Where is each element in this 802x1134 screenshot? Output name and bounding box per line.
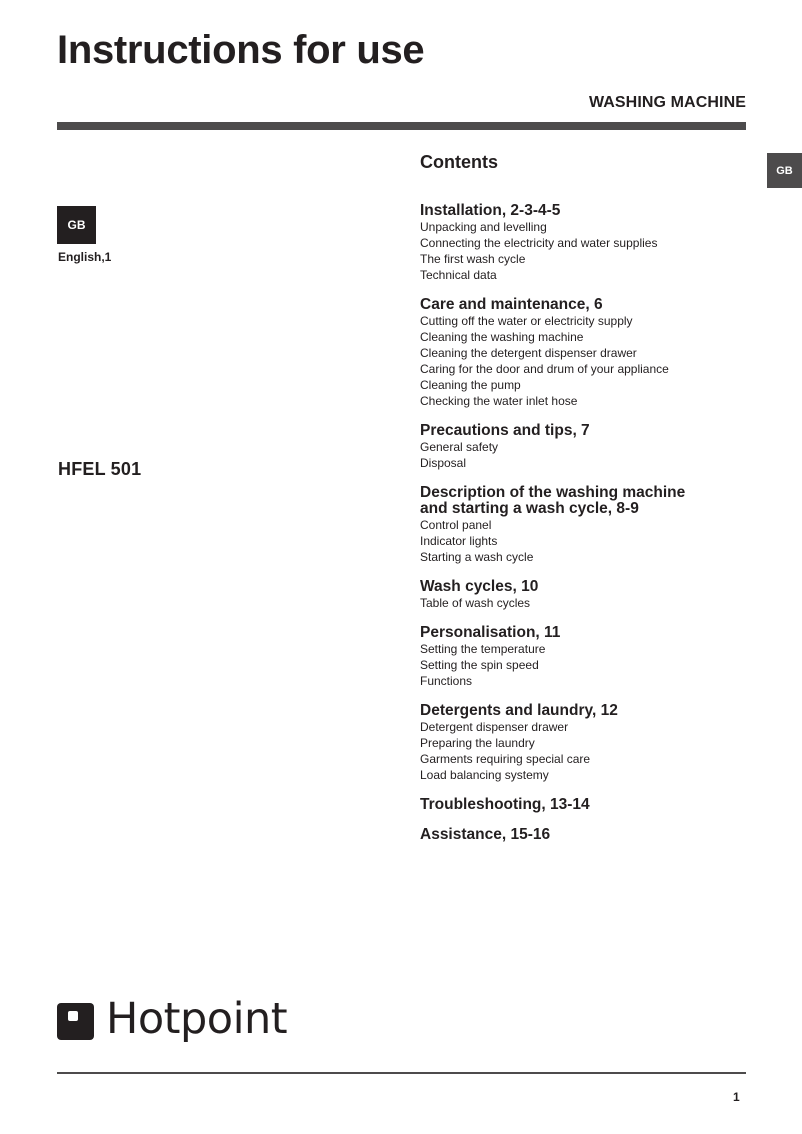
toc-item: Garments requiring special care xyxy=(420,752,591,766)
toc-heading: and starting a wash cycle, 8-9 xyxy=(420,500,639,517)
toc-heading: Installation, 2-3-4-5 xyxy=(420,202,561,219)
toc-item: The first wash cycle xyxy=(420,252,526,266)
toc-heading: Precautions and tips, 7 xyxy=(420,422,590,439)
header-divider xyxy=(57,122,746,130)
model-number: HFEL 501 xyxy=(58,459,142,479)
toc-item: Load balancing systemy xyxy=(420,768,549,782)
toc-item: Table of wash cycles xyxy=(420,596,531,610)
hotpoint-logo-icon xyxy=(57,1003,94,1040)
page-number: 1 xyxy=(733,1090,740,1104)
toc-heading: Description of the washing machine xyxy=(420,484,686,501)
toc-item: Checking the water inlet hose xyxy=(420,394,578,408)
toc-item: Cleaning the detergent dispenser drawer xyxy=(420,346,637,360)
toc-section-troubleshooting xyxy=(420,797,750,813)
toc-section-personalisation xyxy=(420,625,750,689)
product-type: WASHING MACHINE xyxy=(588,94,746,111)
toc-item: Setting the temperature xyxy=(420,642,546,656)
toc-heading: Personalisation, 11 xyxy=(420,624,561,641)
toc-section-precautions xyxy=(420,423,750,471)
document-title: Instructions for use xyxy=(57,28,425,72)
contents-title: Contents xyxy=(420,152,498,172)
brand-logo xyxy=(57,994,288,1044)
toc-item: Control panel xyxy=(420,518,492,532)
toc-heading: Wash cycles, 10 xyxy=(420,578,539,595)
toc-heading: Detergents and laundry, 12 xyxy=(420,702,618,719)
brand-name: Hotpoint xyxy=(106,994,288,1044)
toc-item: Caring for the door and drum of your appliance xyxy=(420,362,669,376)
toc-item: Detergent dispenser drawer xyxy=(420,720,569,734)
toc-item: Technical data xyxy=(420,268,497,282)
toc-item: Disposal xyxy=(420,456,467,470)
toc-heading: Care and maintenance, 6 xyxy=(420,296,603,313)
toc-item: Starting a wash cycle xyxy=(420,550,534,564)
toc-item: Cutting off the water or electricity supply xyxy=(420,314,633,328)
toc-section-care xyxy=(420,297,750,409)
toc-section-installation xyxy=(420,203,750,283)
toc-section-assistance xyxy=(420,827,750,843)
toc-item: Connecting the electricity and water supplies xyxy=(420,236,658,250)
toc-section-wash-cycles xyxy=(420,579,750,611)
toc-item: Unpacking and levelling xyxy=(420,220,547,234)
toc-item: Indicator lights xyxy=(420,534,498,548)
table-of-contents xyxy=(420,151,750,857)
toc-item: Preparing the laundry xyxy=(420,736,535,750)
toc-section-detergents xyxy=(420,703,750,783)
toc-item: Setting the spin speed xyxy=(420,658,539,672)
toc-item: General safety xyxy=(420,440,499,454)
toc-section-description xyxy=(420,485,750,565)
toc-item: Cleaning the pump xyxy=(420,378,521,392)
footer-divider xyxy=(57,1072,746,1074)
language-label: English,1 xyxy=(58,250,112,264)
toc-item: Cleaning the washing machine xyxy=(420,330,584,344)
language-side-tab: GB xyxy=(767,153,802,188)
toc-item: Functions xyxy=(420,674,473,688)
toc-heading: Assistance, 15-16 xyxy=(420,826,551,843)
language-badge: GB xyxy=(57,206,96,244)
toc-heading: Troubleshooting, 13-14 xyxy=(420,796,590,813)
